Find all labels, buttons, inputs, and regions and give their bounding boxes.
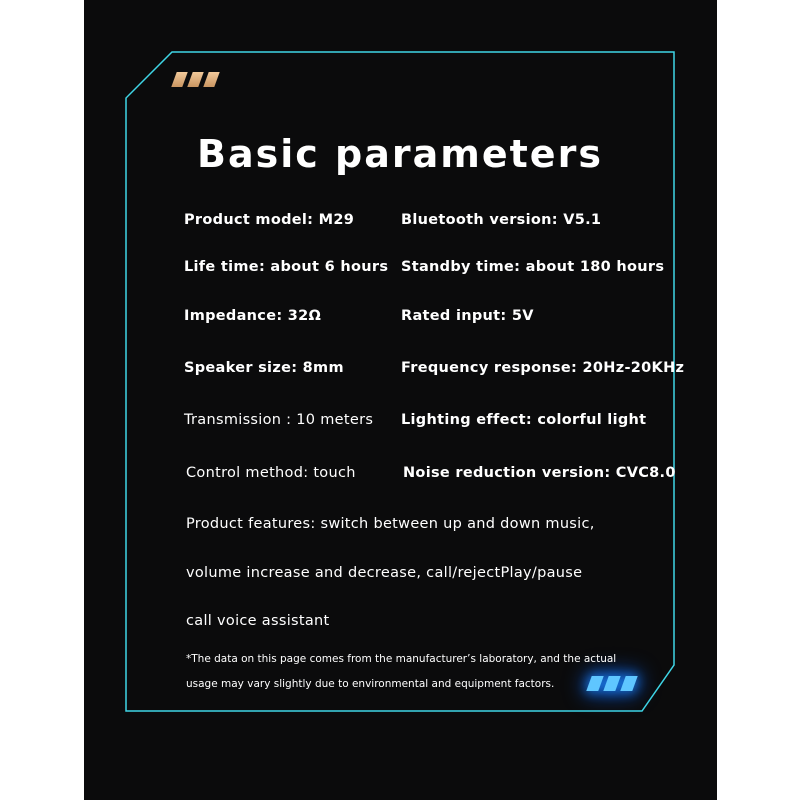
page-title: Basic parameters — [197, 132, 603, 176]
param-life-time: Life time: about 6 hours — [184, 259, 389, 275]
param-bluetooth-version: Bluetooth version: V5.1 — [401, 212, 602, 228]
param-lighting-effect: Lighting effect: colorful light — [401, 412, 647, 428]
footnote-line-2: usage may vary slightly due to environmental and equipment factors. — [186, 678, 555, 690]
gold-stripes-decoration — [174, 72, 217, 87]
features-line-3: call voice assistant — [186, 613, 330, 629]
param-frequency-response: Frequency response: 20Hz-20KHz — [401, 360, 685, 376]
param-product-model: Product model: M29 — [184, 212, 355, 228]
features-line-1: Product features: switch between up and down music, — [186, 516, 595, 532]
features-line-2: volume increase and decrease, call/rejectPlay/pause — [186, 565, 583, 581]
param-control-method: Control method: touch — [186, 465, 356, 481]
param-rated-input: Rated input: 5V — [401, 308, 534, 324]
blue-stripes-decoration — [589, 676, 635, 691]
param-impedance: Impedance: 32Ω — [184, 308, 322, 324]
param-noise-reduction: Noise reduction version: CVC8.0 — [403, 465, 676, 481]
param-standby-time: Standby time: about 180 hours — [401, 259, 665, 275]
param-speaker-size: Speaker size: 8mm — [184, 360, 344, 376]
param-transmission: Transmission : 10 meters — [184, 412, 374, 428]
footnote-line-1: *The data on this page comes from the manufacturer’s laboratory, and the actual — [186, 653, 617, 665]
